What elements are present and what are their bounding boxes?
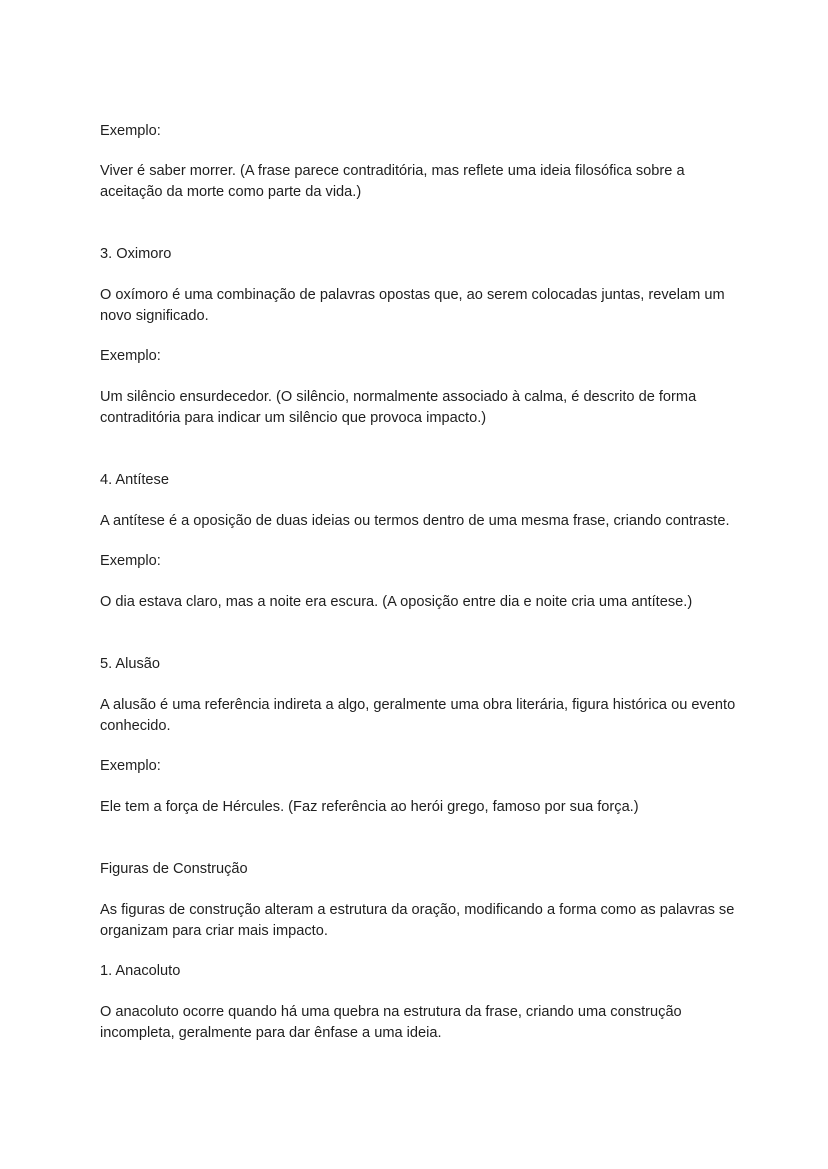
example-label: Exemplo: — [100, 123, 161, 139]
section-heading-figuras-construcao: Figuras de Construção — [100, 861, 248, 877]
example-text: Um silêncio ensurdecedor. (O silêncio, normalmente associado à calma, é descrito de forma contraditória para indicar um silêncio que provoca impacto.) — [100, 389, 697, 426]
definition-text: O anacoluto ocorre quando há uma quebra na estrutura da frase, criando uma construção incompleta, geralmente para dar ênfase a uma ideia. — [100, 1004, 682, 1041]
example-text: O dia estava claro, mas a noite era escura. (A oposição entre dia e noite cria uma antítese.) — [100, 594, 693, 610]
definition-text: A alusão é uma referência indireta a algo, geralmente uma obra literária, figura histórica ou evento conhecido. — [100, 697, 736, 734]
definition-text: As figuras de construção alteram a estrutura da oração, modificando a forma como as palavras se organizam para criar mais impacto. — [100, 902, 735, 939]
example-label: Exemplo: — [100, 553, 161, 569]
example-text: Ele tem a força de Hércules. (Faz referência ao herói grego, famoso por sua força.) — [100, 799, 639, 815]
definition-text: O oxímoro é uma combinação de palavras opostas que, ao serem colocadas juntas, revelam um novo significado. — [100, 287, 725, 324]
example-label: Exemplo: — [100, 348, 161, 364]
section-heading-anacoluto: 1. Anacoluto — [100, 963, 181, 979]
document-body — [100, 121, 740, 1044]
example-text: Viver é saber morrer. (A frase parece contraditória, mas reflete uma ideia filosófica sobre a aceitação da morte como parte da vida.) — [100, 163, 685, 200]
example-label: Exemplo: — [100, 758, 161, 774]
definition-text: A antítese é a oposição de duas ideias ou termos dentro de uma mesma frase, criando contraste. — [100, 513, 730, 529]
section-heading-oximoro: 3. Oximoro — [100, 246, 172, 262]
section-heading-alusao: 5. Alusão — [100, 656, 161, 672]
section-heading-antitese: 4. Antítese — [100, 472, 169, 488]
